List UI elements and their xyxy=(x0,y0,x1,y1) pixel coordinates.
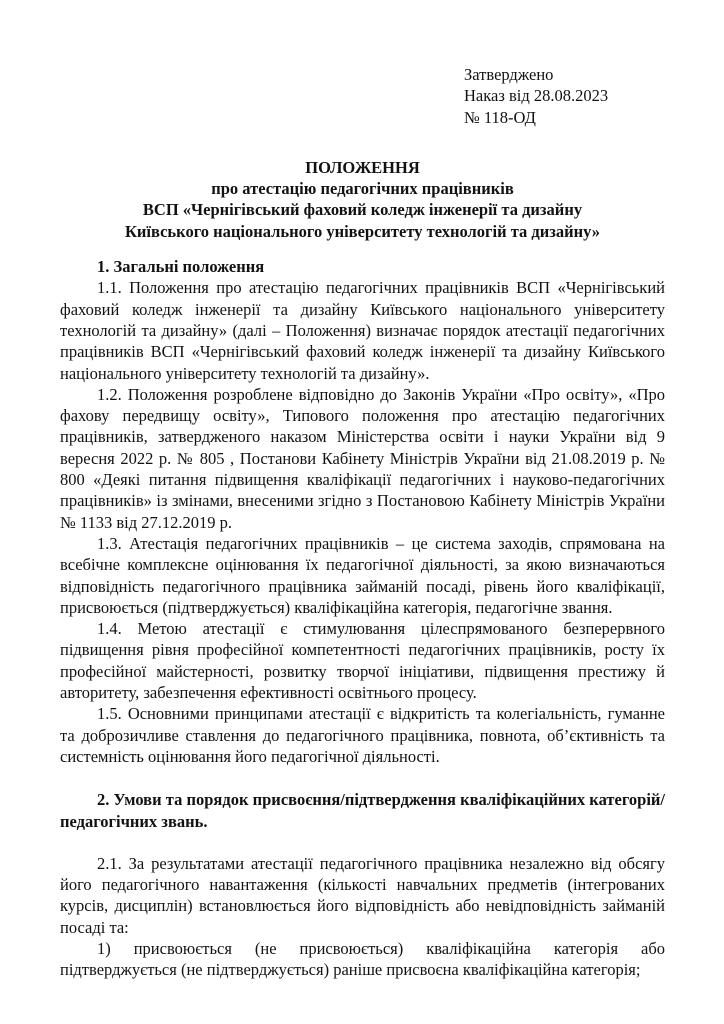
paragraph-2-1: 2.1. За результатами атестації педагогічного працівника незалежно від обсягу його педагогічного навантаження (кількості навчальних предметів (інтегрованих курсів, дисциплін) встановлюється його відповідність або невідповідність займаній посаді та: xyxy=(60,853,665,937)
paragraph-2-1-item-1: 1) присвоюється (не присвоюється) кваліфікаційна категорія або підтверджується (не підтверджується) раніше присвоєна кваліфікаційна категорія; xyxy=(60,938,665,980)
paragraph-1-2: 1.2. Положення розроблене відповідно до Законів України «Про освіту», «Про фахову передвищу освіту», Типового положення про атестацію педагогічних працівників, затвердженого наказом Міністерства освіти і науки України від 9 вересня 2022 р. № 805 , Постанови Кабінету Міністрів України від 21.08.2019 р. № 800 «Деякі питання підвищення кваліфікації педагогічних і науково-педагогічних працівників» із змінами, внесеними згідно з Постановою Кабінету Міністрів України № 1133 від 27.12.2019 р. xyxy=(60,384,665,532)
paragraph-1-5: 1.5. Основними принципами атестації є відкритість та колегіальність, гуманне та доброзичливе ставлення до педагогічного працівника, повнота, об’єктивність та системність оцінювання його педагогічної діяльності. xyxy=(60,704,665,766)
approval-stamp-label: Затверджено xyxy=(464,65,554,84)
section-1-heading: 1. Загальні положення xyxy=(97,257,265,277)
approval-block xyxy=(464,64,665,128)
title-line-2: про атестацію педагогічних працівників xyxy=(211,179,514,199)
paragraph-1-3: 1.3. Атестація педагогічних працівників – це система заходів, спрямована на всебічне комплексне оцінювання їх педагогічної діяльності, за якою визначаються відповідність педагогічного працівника займаній посаді, рівень його кваліфікації, присвоюється (підтверджується) кваліфікаційна категорія, педагогічне звання. xyxy=(60,533,665,617)
section-2-heading: 2. Умови та порядок присвоєння/підтвердження кваліфікаційних категорій/педагогічних звань. xyxy=(60,790,665,831)
approval-order-date: Наказ від 28.08.2023 xyxy=(464,86,609,106)
document-title xyxy=(60,157,665,242)
title-line-3: ВСП «Чернігівський фаховий коледж інженерії та дизайну xyxy=(142,200,583,220)
title-line-4: Київського національного університету технологій та дизайну» xyxy=(124,221,601,241)
paragraph-1-1: 1.1. Положення про атестацію педагогічних працівників ВСП «Чернігівський фаховий коледж інженерії та дизайну Київського національного університету технологій та дизайну» (далі – Положення) визначає порядок атестації педагогічних працівників ВСП «Чернігівський фаховий коледж інженерії та дизайну Київського національного університету технологій та дизайну». xyxy=(60,278,665,383)
title-line-1: ПОЛОЖЕННЯ xyxy=(305,157,420,177)
approval-order-number: № 118-ОД xyxy=(464,107,536,127)
paragraph-1-4: 1.4. Метою атестації є стимулювання цілеспрямованого безперервного підвищення рівня професійної компетентності педагогічних працівників, росту їх професійної майстерності, розвитку творчої ініціативи, підвищення престижу й авторитету, забезпечення ефективності освітнього процесу. xyxy=(60,619,665,703)
